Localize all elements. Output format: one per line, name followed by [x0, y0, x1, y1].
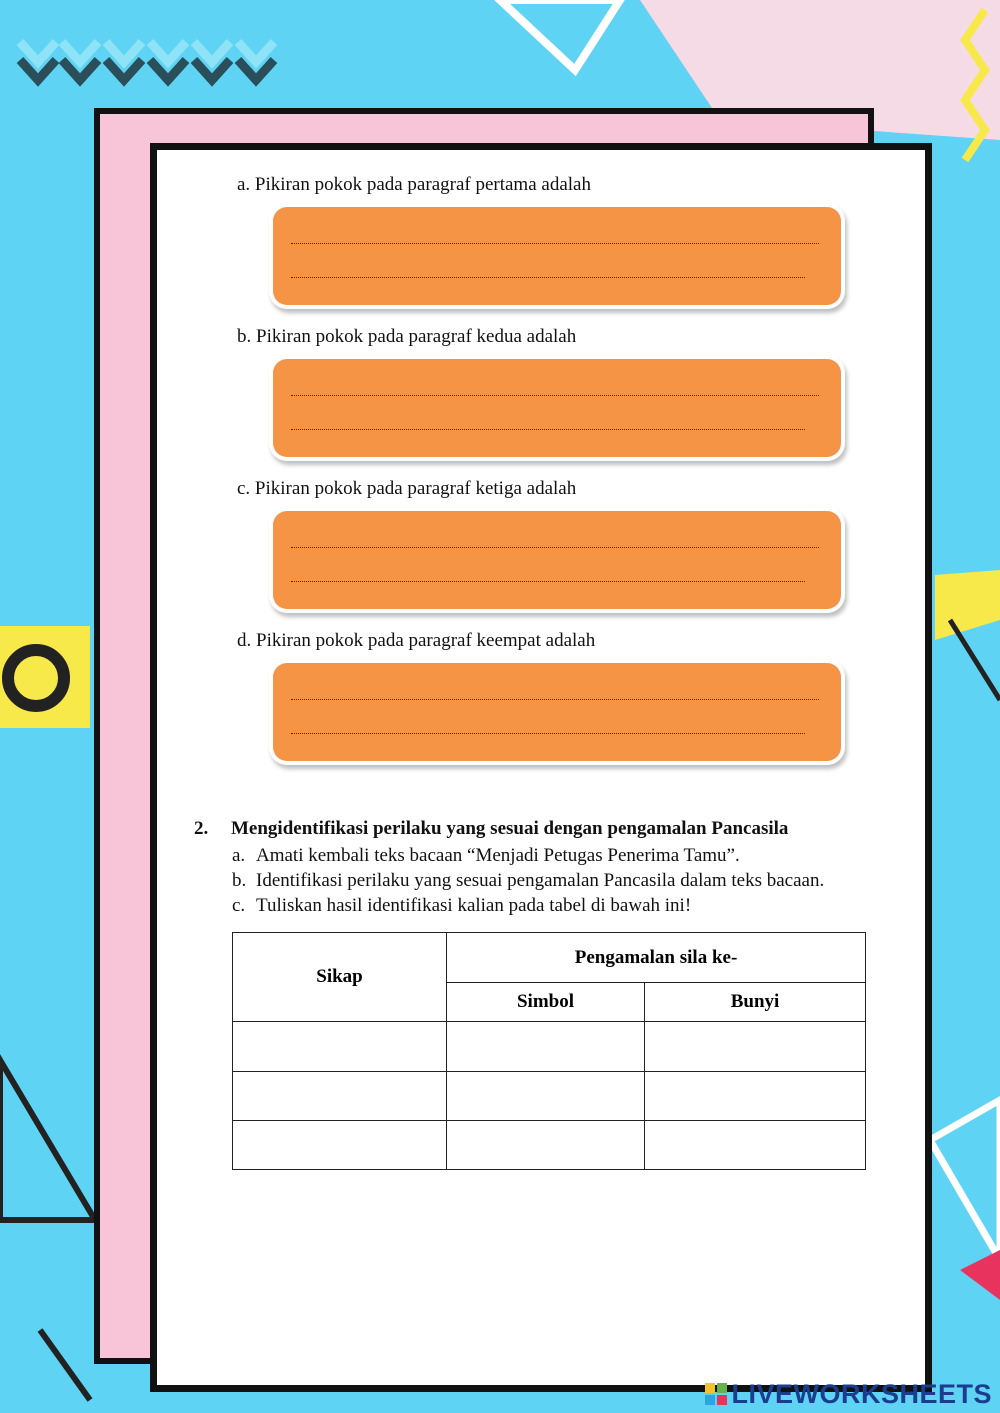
section-number: 2.	[194, 818, 209, 839]
instruction-text: Identifikasi perilaku yang sesuai pengamalan Pancasila dalam teks bacaan.	[256, 870, 825, 891]
question-d-label: d. Pikiran pokok pada paragraf keempat adalah	[237, 630, 596, 651]
answer-line	[291, 381, 819, 396]
logo-text: LIVEWORKSHEETS	[731, 1378, 992, 1409]
answer-line	[291, 719, 805, 734]
section-title-text: Mengidentifikasi perilaku yang sesuai dengan pengamalan Pancasila	[231, 818, 789, 839]
logo-blocks-icon	[705, 1383, 727, 1405]
answer-line	[291, 533, 819, 548]
liveworksheets-logo	[705, 1379, 992, 1409]
table-cell-input[interactable]	[645, 1121, 866, 1170]
table-cell-input[interactable]	[447, 1121, 645, 1170]
table-cell-input[interactable]	[233, 1072, 447, 1121]
instruction-a	[232, 845, 740, 867]
instruction-letter: c.	[232, 895, 246, 916]
answer-line	[291, 415, 805, 430]
worksheet-page	[150, 143, 932, 1392]
section-2-title	[194, 818, 788, 840]
table-cell-input[interactable]	[233, 1121, 447, 1170]
table-row	[233, 1022, 866, 1072]
header-bunyi: Bunyi	[645, 983, 866, 1022]
header-sikap: Sikap	[233, 933, 447, 1022]
answer-line	[291, 567, 805, 582]
answer-box-d[interactable]	[273, 663, 841, 761]
answer-box-a[interactable]	[273, 207, 841, 305]
table-cell-input[interactable]	[645, 1072, 866, 1121]
table-cell-input[interactable]	[447, 1072, 645, 1121]
instruction-c	[232, 895, 691, 917]
table-cell-input[interactable]	[645, 1022, 866, 1072]
answer-line	[291, 685, 819, 700]
identification-table	[232, 932, 866, 1170]
answer-box-c[interactable]	[273, 511, 841, 609]
table-row	[233, 1072, 866, 1121]
table-cell-input[interactable]	[447, 1022, 645, 1072]
instruction-text: Amati kembali teks bacaan “Menjadi Petugas Penerima Tamu”.	[256, 845, 740, 866]
instruction-b	[232, 870, 824, 892]
instruction-letter: b.	[232, 870, 247, 891]
header-pengamalan: Pengamalan sila ke-	[447, 933, 866, 983]
table-cell-input[interactable]	[233, 1022, 447, 1072]
question-a-label: a. Pikiran pokok pada paragraf pertama adalah	[237, 174, 591, 195]
answer-box-b[interactable]	[273, 359, 841, 457]
header-simbol: Simbol	[447, 983, 645, 1022]
answer-line	[291, 263, 805, 278]
table-row	[233, 1121, 866, 1170]
question-b-label: b. Pikiran pokok pada paragraf kedua adalah	[237, 326, 577, 347]
instruction-text: Tuliskan hasil identifikasi kalian pada tabel di bawah ini!	[256, 895, 692, 916]
question-c-label: c. Pikiran pokok pada paragraf ketiga adalah	[237, 478, 577, 499]
instruction-letter: a.	[232, 845, 246, 866]
answer-line	[291, 229, 819, 244]
